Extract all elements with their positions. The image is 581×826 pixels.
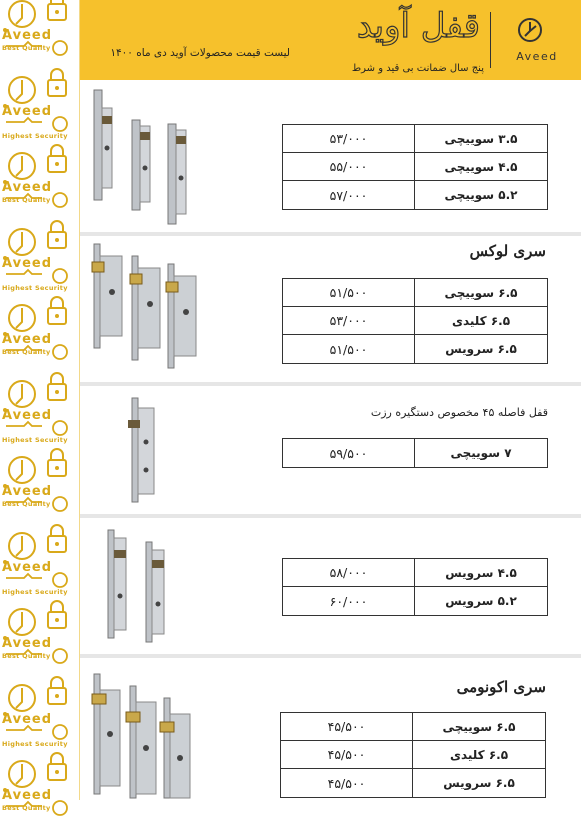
section-divider: [80, 654, 581, 658]
decorative-side-strip: [0, 0, 80, 812]
model-cell: ۵.۲ سوییچی: [444, 188, 518, 202]
strip-tagline-text: Best Quality: [2, 44, 51, 52]
price-cell: ۵۳/۰۰۰: [283, 125, 415, 152]
strip-brand-text: Aveed: [2, 712, 53, 727]
strip-brand-text: Aveed: [2, 104, 53, 119]
pattern-tile: [0, 750, 80, 826]
price-cell: ۴۵/۵۰۰: [281, 741, 413, 768]
model-cell: ۶.۵ سرویس: [443, 776, 515, 790]
model-cell: ۶.۵ سرویس: [445, 342, 517, 356]
table-row: [283, 279, 547, 307]
strip-tagline-text: Best Quality: [2, 804, 51, 812]
table-row: [281, 713, 545, 741]
price-list-title: لیست قیمت محصولات آوید دی ماه ۱۴۰۰: [110, 47, 290, 59]
pattern-tile: [0, 598, 80, 674]
price-cell: ۵۱/۵۰۰: [283, 279, 415, 306]
pattern-tile: [0, 674, 80, 750]
strip-tagline-text: Best Quality: [2, 500, 51, 508]
mortise-lock-image: [88, 668, 200, 800]
pattern-tile: [0, 218, 80, 294]
strip-brand-text: Aveed: [2, 408, 53, 423]
price-table: [282, 124, 548, 210]
table-row: [283, 153, 547, 181]
pattern-tile: [0, 0, 80, 66]
table-row: [281, 769, 545, 797]
strip-brand-text: Aveed: [2, 788, 53, 803]
model-cell: ۴.۵ سوییچی: [444, 159, 518, 174]
price-table: [282, 278, 548, 364]
model-cell: ۷ سوییچی: [450, 446, 512, 460]
strip-tagline-text: Highest Security: [2, 588, 68, 596]
section-divider: [80, 382, 581, 386]
mortise-lock-image: [124, 394, 164, 506]
table-row: [283, 125, 547, 153]
price-table: [282, 438, 548, 468]
table-row: [283, 181, 547, 209]
series-title: سری اکونومی: [456, 678, 546, 696]
pattern-tile: [0, 446, 80, 522]
pattern-tile: [0, 522, 80, 598]
strip-tagline-text: Best Quality: [2, 348, 51, 356]
strip-brand-text: Aveed: [2, 636, 53, 651]
pattern-tile: [0, 294, 80, 370]
product-note: قفل فاصله ۴۵ مخصوص دستگیره رزت: [370, 406, 548, 419]
strip-tagline-text: Highest Security: [2, 740, 68, 748]
price-cell: ۵۹/۵۰۰: [283, 439, 415, 467]
table-row: [283, 307, 547, 335]
logo-text: Aveed: [516, 50, 558, 63]
price-cell: ۴۵/۵۰۰: [281, 769, 413, 797]
brand-title: قفل آوید: [356, 6, 480, 46]
strip-brand-text: Aveed: [2, 332, 53, 347]
strip-tagline-text: Best Quality: [2, 196, 51, 204]
series-title: سری لوکس: [469, 242, 546, 260]
strip-brand-text: Aveed: [2, 180, 53, 195]
strip-tagline-text: Highest Security: [2, 284, 68, 292]
model-cell: ۳.۵ سوییچی: [444, 131, 518, 146]
table-row: [283, 587, 547, 615]
aveed-logo-icon: [517, 17, 543, 43]
price-table: [282, 558, 548, 616]
model-cell: ۴.۵ سرویس: [445, 565, 517, 580]
table-row: [283, 439, 547, 467]
price-cell: ۵۷/۰۰۰: [283, 181, 415, 209]
strip-brand-text: Aveed: [2, 484, 53, 499]
strip-brand-text: Aveed: [2, 28, 53, 43]
price-cell: ۵۸/۰۰۰: [283, 559, 415, 586]
pattern-tile: [0, 142, 80, 218]
warranty-text: پنج سال ضمانت بی قید و شرط: [351, 63, 484, 74]
strip-tagline-text: Highest Security: [2, 132, 68, 140]
pattern-tile: [0, 66, 80, 142]
strip-tagline-text: Best Quality: [2, 652, 51, 660]
pattern-tile: [0, 370, 80, 446]
section-divider: [80, 514, 581, 518]
table-row: [281, 741, 545, 769]
model-cell: ۵.۲ سرویس: [445, 594, 517, 608]
model-cell: ۶.۵ سوییچی: [442, 719, 516, 734]
strip-tagline-text: Highest Security: [2, 436, 68, 444]
strip-brand-text: Aveed: [2, 256, 53, 271]
price-cell: ۴۵/۵۰۰: [281, 713, 413, 740]
model-cell: ۶.۵ کلیدی: [451, 313, 511, 328]
strip-brand-text: Aveed: [2, 560, 53, 575]
price-cell: ۵۵/۰۰۰: [283, 153, 415, 180]
mortise-lock-image: [102, 526, 172, 646]
header-divider: [490, 12, 491, 68]
section-divider: [80, 232, 581, 236]
model-cell: ۶.۵ سوییچی: [444, 285, 518, 300]
price-cell: ۵۱/۵۰۰: [283, 335, 415, 363]
mortise-lock-image: [88, 240, 206, 374]
price-table: [280, 712, 546, 798]
mortise-lock-image: [88, 88, 198, 230]
table-row: [283, 335, 547, 363]
price-cell: ۶۰/۰۰۰: [283, 587, 415, 615]
price-cell: ۵۳/۰۰۰: [283, 307, 415, 334]
table-row: [283, 559, 547, 587]
model-cell: ۶.۵ کلیدی: [449, 747, 509, 762]
